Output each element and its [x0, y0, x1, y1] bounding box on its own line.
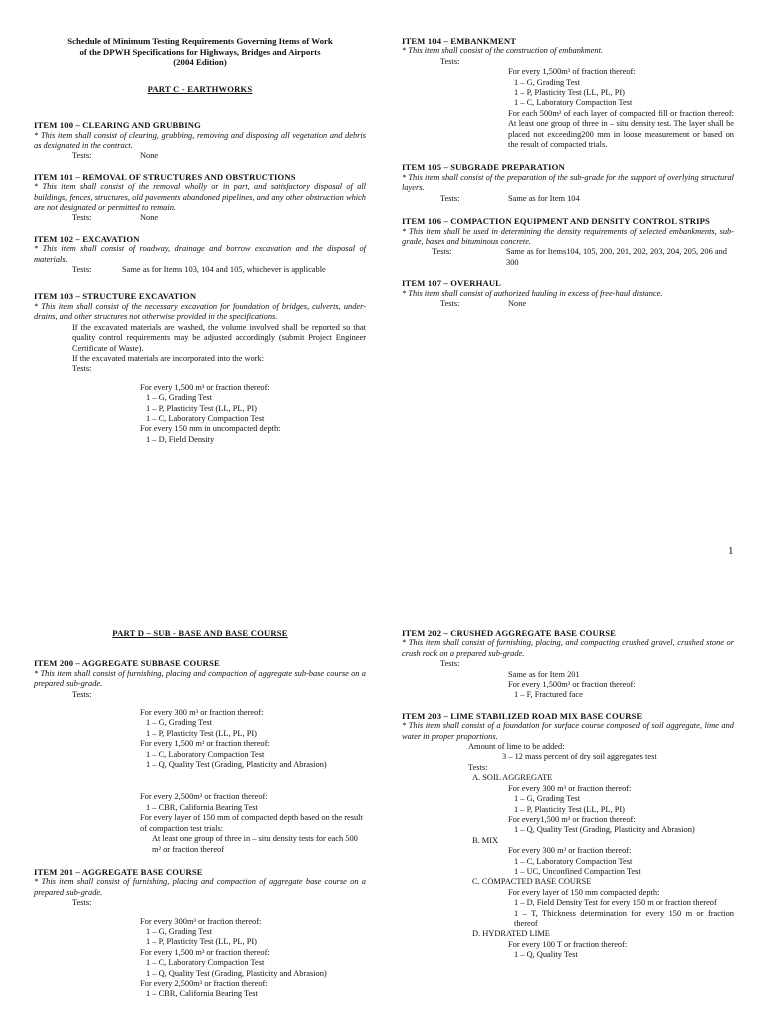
test-line: 1 – Q, Quality Test (Grading, Plasticity and Abrasion): [146, 968, 327, 978]
test-line: 1 – C, Laboratory Compaction Test: [514, 856, 633, 866]
item-200-section: [34, 658, 366, 855]
tests-value: Same as for Items104, 105, 200, 201, 202, 203, 204, 205, 206 and 300: [506, 247, 727, 267]
test-line: For every 1,500m³ or fraction thereof:: [508, 680, 636, 690]
test-line: For every 300m³ or fraction thereof:: [140, 916, 262, 926]
test-line: 1 – Q, Quality Test (Grading, Plasticity and Abrasion): [514, 825, 695, 835]
tests-label: Tests:: [432, 247, 452, 257]
test-line: 1 – P, Plasticity Test (LL, PL, PI): [514, 804, 625, 814]
item-100-section: [34, 120, 366, 162]
compacted-base-course-heading: C. COMPACTED BASE COURSE: [472, 877, 592, 887]
item-201-heading: ITEM 201 – AGGREGATE BASE COURSE: [34, 866, 203, 877]
item-102-tests: [34, 265, 366, 275]
item-103-description: * This item shall consist of the necessary excavation for foundation of bridges, culverts, under-drains, and other structures not otherwise provided in the specifications.: [34, 301, 366, 322]
part-c-heading: PART C - EARTHWORKS: [147, 83, 253, 94]
tests-value: None: [140, 213, 159, 223]
test-line: 1 – P, Plasticity Test (LL, PL, PI): [514, 88, 625, 98]
tests-label: Tests:: [72, 265, 92, 275]
item-106-heading: ITEM 106 – COMPACTION EQUIPMENT AND DENSITY CONTROL STRIPS: [402, 216, 710, 227]
item-200-heading: ITEM 200 – AGGREGATE SUBBASE COURSE: [34, 658, 220, 669]
test-line: 1 – C, Laboratory Compaction Test: [146, 749, 265, 759]
item-203-heading: ITEM 203 – LIME STABILIZED ROAD MIX BASE COURSE: [402, 710, 643, 721]
item-105-heading: ITEM 105 – SUBGRADE PREPARATION: [402, 162, 565, 173]
test-line: 1 – G, Grading Test: [146, 393, 213, 403]
test-line: 1 – P, Plasticity Test (LL, PL, PI): [146, 403, 257, 413]
part-d-heading: PART D – SUB - BASE AND BASE COURSE: [112, 628, 288, 638]
test-line: For every1,500 m³ or fraction thereof:: [508, 814, 636, 824]
test-line: For every 100 T or fraction thereof:: [508, 939, 628, 949]
test-line: 1 – CBR, California Bearing Test: [146, 989, 258, 999]
item-104-section: [402, 36, 734, 150]
item-101-description: * This item shall consist of the removal wholly or in part, and satisfactory disposal of all buildings, fences, structures, old pavements abandoned pipelines, and any other obstruction which are not designated or permitted to remain.: [34, 182, 366, 213]
title-line-1: Schedule of Minimum Testing Requirements Governing Items of Work: [67, 36, 333, 46]
hydrated-lime-heading: D. HYDRATED LIME: [472, 929, 550, 939]
item-200-description: * This item shall consist of furnishing, placing and compaction of aggregate sub-base course on a prepared sub-grade.: [34, 668, 366, 689]
page2-left-column: [34, 628, 366, 1000]
test-line: Same as for Item 201: [508, 669, 580, 679]
tests-label: Tests:: [72, 213, 92, 223]
item-102-heading: ITEM 102 – EXCAVATION: [34, 233, 140, 244]
test-line: 1 – C, Laboratory Compaction Test: [146, 958, 265, 968]
test-line: 1 – C, Laboratory Compaction Test: [514, 98, 633, 108]
test-line: For every 2,500m³ or fraction thereof:: [140, 978, 268, 988]
document-title: [34, 36, 366, 68]
test-line: For every 300 m³ or fraction thereof:: [508, 783, 632, 793]
item-105-section: [402, 162, 734, 204]
test-line: 1 – Q, Quality Test (Grading, Plasticity and Abrasion): [146, 760, 327, 770]
item-202-heading: ITEM 202 – CRUSHED AGGREGATE BASE COURSE: [402, 628, 617, 638]
item-202-tests-label: Tests:: [440, 659, 460, 669]
item-103-tests-label: Tests:: [72, 364, 92, 374]
tests-label: Tests:: [440, 193, 460, 203]
test-line: 1 – G, Grading Test: [514, 77, 581, 87]
item-203-tests-label: Tests:: [468, 762, 488, 772]
item-101-heading: ITEM 101 – REMOVAL OF STRUCTURES AND OBSTRUCTIONS: [34, 171, 296, 182]
item-202-section: [402, 628, 734, 701]
item-203-lime-label: Amount of lime to be added:: [468, 742, 565, 752]
test-line: For every 300 m³ or fraction thereof:: [140, 708, 264, 718]
page1-left-column: [34, 36, 366, 445]
soil-aggregate-heading: A. SOIL AGGREGATE: [472, 773, 553, 783]
item-104-density-note: For each 500m² of each layer of compacted fill or fraction thereof: At least one group of three in – situ density test. The layer shall be placed not exceeding200 mm in loose measurement or based on the result of compacted trials.: [508, 108, 734, 150]
test-line: For every 150 mm in uncompacted depth:: [140, 424, 281, 434]
item-100-heading: ITEM 100 – CLEARING AND GRUBBING: [34, 120, 201, 131]
item-100-description: * This item shall consist of clearing, grubbing, removing and disposing all vegetation and debris as designated in the contract.: [34, 130, 366, 150]
item-106-tests: [402, 247, 734, 268]
item-200-density-note: At least one group of three in – situ density tests for each 500 m² or fraction thereof: [152, 834, 358, 854]
page1-right-column: [402, 36, 734, 309]
item-103-washed-note: If the excavated materials are washed, the volume involved shall be reported so that quality control requirements may be adjusted accordingly (submit Project Engineer Certificate of Waste).: [72, 322, 366, 353]
test-line: 1 – G, Grading Test: [146, 718, 213, 728]
test-line: For every layer of 150 mm compacted depth:: [508, 887, 660, 897]
test-line: 1 – P, Plasticity Test (LL, PL, PI): [146, 728, 257, 738]
tests-label: Tests:: [72, 151, 92, 161]
item-106-description: * This item shall be used in determining the density requirements of selected embankments, sub-grade, bases and bituminous concrete.: [402, 226, 734, 246]
item-104-description: * This item shall consist of the construction of embankment.: [402, 46, 603, 56]
item-203-section: [402, 711, 734, 961]
test-line: 1 – D, Field Density: [146, 434, 215, 444]
item-203-lime-value: 3 – 12 mass percent of dry soil aggregates test: [502, 752, 657, 762]
test-line: For every 1,500m³ of fraction thereof:: [508, 67, 636, 77]
item-202-description: * This item shall consist of furnishing, placing, and compacting crushed gravel, crushed stone or crush rock on a prepared sub-grade.: [402, 638, 734, 658]
item-107-heading: ITEM 107 – OVERHAUL: [402, 278, 502, 289]
item-107-section: [402, 278, 734, 309]
test-line: For every 2,500m³ or fraction thereof:: [140, 792, 268, 802]
item-200-layer-note: For every layer of 150 mm of compacted depth based on the result of compaction test trials:: [140, 813, 363, 833]
item-203-description: * This item shall consist of a foundation for surface course composed of soil aggregate, lime and water in proper proportions.: [402, 721, 734, 741]
test-line: 1 – Q, Quality Test: [514, 950, 578, 960]
test-line: For every 300 m³ or fraction thereof:: [508, 846, 632, 856]
item-104-heading: ITEM 104 – EMBANKMENT: [402, 36, 517, 46]
item-201-section: [34, 867, 366, 1000]
item-105-description: * This item shall consist of the preparation of the sub-grade for the support of overlying structural layers.: [402, 172, 734, 193]
tests-value: None: [140, 151, 159, 161]
test-line: 1 – F, Fractured face: [514, 690, 583, 700]
test-line: For every 1,500 m³ or fraction thereof:: [140, 739, 270, 749]
item-103-heading: ITEM 103 – STRUCTURE EXCAVATION: [34, 291, 197, 302]
item-102-section: [34, 234, 366, 276]
test-line: 1 – UC, Unconfined Compaction Test: [514, 866, 641, 876]
tests-value: None: [508, 298, 527, 308]
document-page-2: [0, 580, 768, 1024]
item-104-tests-label: Tests:: [440, 56, 460, 66]
item-105-tests: [402, 194, 734, 204]
item-201-description: * This item shall consist of furnishing, placing and compaction of aggregate base course on a prepared sub-grade.: [34, 877, 366, 897]
item-100-tests: [34, 151, 366, 161]
tests-value: Same as for Items 103, 104 and 105, whichever is applicable: [122, 265, 326, 275]
item-102-description: * This item shall consist of roadway, drainage and borrow excavation and the disposal of materials.: [34, 244, 366, 264]
item-103-incorporated-note: If the excavated materials are incorporated into the work:: [72, 353, 265, 363]
test-line: 1 – G, Grading Test: [146, 926, 213, 936]
page2-right-column: [402, 628, 734, 961]
item-101-tests: [34, 213, 366, 223]
item-107-description: * This item shall consist of authorized hauling in excess of free-haul distance.: [402, 288, 663, 298]
test-line: 1 – CBR, California Bearing Test: [146, 802, 258, 812]
tests-label: Tests:: [440, 298, 460, 308]
thickness-note: 1 – T, Thickness determination for every 150 m or fraction thereof: [514, 908, 734, 928]
field-density-note: 1 – D, Field Density Test for every 150 m or fraction thereof: [514, 898, 717, 908]
test-line: 1 – G, Grading Test: [514, 794, 581, 804]
item-106-section: [402, 216, 734, 268]
item-201-tests-label: Tests:: [72, 898, 92, 908]
title-line-3: (2004 Edition): [173, 57, 227, 68]
test-line: For every 1,500 m³ or fraction thereof:: [140, 947, 270, 957]
tests-value: Same as for Item 104: [508, 193, 580, 203]
test-line: 1 – P, Plasticity Test (LL, PL, PI): [146, 937, 257, 947]
item-101-section: [34, 172, 366, 224]
page-number: 1: [728, 545, 734, 557]
item-107-tests: [402, 299, 734, 309]
item-103-section: [34, 291, 366, 445]
title-line-2: of the DPWH Specifications for Highways, Bridges and Airports: [79, 46, 321, 57]
mix-heading: B. MIX: [472, 835, 499, 845]
item-200-tests-label: Tests:: [72, 689, 92, 699]
test-line: 1 – C, Laboratory Compaction Test: [146, 413, 265, 423]
test-line: For every 1,500 m³ or fraction thereof:: [140, 382, 270, 392]
